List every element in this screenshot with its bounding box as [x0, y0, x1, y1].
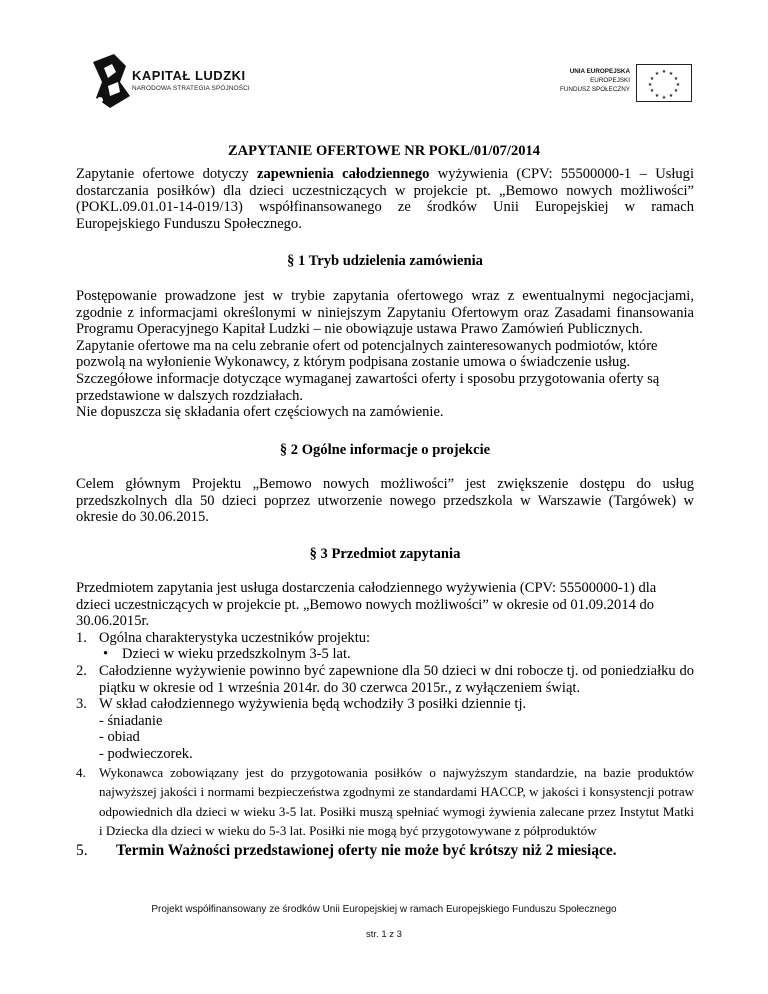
section2-heading: § 2 Ogólne informacje o projekcie	[279, 442, 491, 458]
item-number: 4.	[76, 764, 86, 780]
eu-flag-icon	[636, 64, 692, 102]
eu-line3: FUNDUSZ SPOŁECZNY	[560, 86, 630, 93]
svg-text:★: ★	[647, 82, 653, 88]
page-number: str. 1 z 3	[366, 929, 402, 940]
item-text: W skład całodziennego wyżywienia będą wchodziły 3 posiłki dziennie tj.	[99, 696, 527, 713]
item-number: 2.	[76, 662, 87, 679]
eu-logo	[548, 64, 692, 102]
meal-item: - podwieczorek.	[99, 745, 193, 762]
s1-paragraph: Postępowanie prowadzone jest w trybie zapytania ofertowego wraz z ewentualnymi negocjacjami, zgodnie z informacjami określonymi w niniejszym Zapytaniu Ofertowym oraz Zasadami finansowania Programu Operacyjnego Kapitał Ludzki – nie obowiązuje ustawa Prawo Zamówień Publicznych.	[76, 288, 694, 338]
item-text: Całodzienne wyżywienie powinno być zapewnione dla 50 dzieci w dni robocze tj. od poniedziałku do piątku w okresie od 1 września 2014r. do 30 czerwca 2015r., z wyłączeniem świąt.	[99, 662, 694, 696]
footer-text: Projekt współfinansowany ze środków Unii Europejskiej w ramach Europejskiego Funduszu Społecznego	[151, 904, 617, 915]
section2-paragraph: Celem głównym Projektu „Bemowo nowych możliwości” jest zwiększenie dostępu do usług przedszkolnych dla 50 dzieci poprzez utworzenie nowego przedszkola w Warszawie (Targówek) w okresie do 30.06.2015.	[76, 476, 694, 526]
list-item	[76, 663, 694, 696]
logo-title: KAPITAŁ LUDZKI	[132, 68, 246, 83]
svg-text:★: ★	[668, 71, 674, 77]
item-text: Termin Ważności przedstawionej oferty nie może być krótszy niż 2 miesiące.	[116, 841, 617, 859]
intro-text: Zapytanie ofertowe dotyczy	[76, 166, 257, 182]
meal-item: - śniadanie	[99, 712, 163, 729]
eu-line1: UNIA EUROPEJSKA	[569, 68, 630, 75]
kapital-ludzki-emblem-icon	[90, 52, 136, 110]
svg-text:★: ★	[649, 88, 655, 94]
list-bullet	[76, 646, 694, 663]
document-title: ZAPYTANIE OFERTOWE NR POKL/01/07/2014	[228, 143, 540, 159]
s1-paragraph: Szczegółowe informacje dotyczące wymaganej zawartości oferty i sposobu przygotowania oferty są przedstawione w dalszych rozdziałach.	[76, 370, 660, 404]
svg-text:★: ★	[673, 88, 679, 94]
svg-text:★: ★	[668, 93, 674, 99]
item-text: Wykonawca zobowiązany jest do przygotowania posiłków o najwyższym standardzie, na bazie produktów najwyższej jakości i normami bezpieczeństwa zgodnymi ze standardami HACCP, w jakości i konsystencji potraw odpowiednich dla dzieci w wieku 3-5 lat. Posiłki muszą spełniać wymogi żywienia zalecane przez Instytut Matki i Dziecka dla dzieci w wieku do 5-3 lat. Posiłki nie mogą być przygotowywane z półproduktów	[99, 764, 694, 839]
list-item	[76, 843, 694, 860]
s3-intro: Przedmiotem zapytania jest usługa dostarczenia całodziennego wyżywienia (CPV: 55500000-1) dla dzieci uczestniczących w projekcie pt. „Bemowo nowych możliwości” w okresie od 01.09.2014 do 30.06.2015r.	[76, 580, 657, 630]
list-item	[76, 630, 694, 647]
bullet-text: Dzieci w wieku przedszkolnym 3-5 lat.	[122, 646, 351, 663]
kapital-ludzki-logo	[90, 52, 280, 110]
svg-text:★: ★	[649, 76, 655, 82]
meal-item: - obiad	[99, 729, 140, 746]
logo-subtitle: NARODOWA STRATEGIA SPÓJNOŚCI	[132, 85, 250, 92]
list-item	[76, 696, 694, 713]
bullet-icon: •	[103, 646, 109, 663]
item-number: 5.	[76, 841, 88, 859]
item-number: 3.	[76, 696, 87, 713]
s1-paragraph: Nie dopuszcza się składania ofert częściowych na zamówienie.	[76, 404, 444, 421]
svg-text:★: ★	[654, 71, 660, 77]
svg-text:★: ★	[661, 95, 667, 101]
section1-heading: § 1 Tryb udzielenia zamówienia	[287, 253, 483, 269]
svg-text:★: ★	[675, 82, 681, 88]
intro-bold: zapewnienia całodziennego	[257, 166, 430, 182]
section3-content	[76, 580, 694, 860]
list-item	[76, 763, 694, 841]
s1-paragraph: Zapytanie ofertowe ma na celu zebranie ofert od potencjalnych zainteresowanych podmiotów, które pozwolą na wyłonienie Wykonawcy, z którym podpisana zostanie umowa o świadczenie usług.	[76, 337, 658, 371]
section3-heading: § 3 Przedmiot zapytania	[309, 546, 461, 562]
svg-text:★: ★	[673, 76, 679, 82]
item-number: 1.	[76, 629, 87, 646]
intro-paragraph	[76, 166, 694, 232]
item-text: Ogólna charakterystyka uczestników projektu:	[99, 629, 371, 646]
eu-line2: EUROPEJSKI	[590, 77, 630, 84]
eu-logo-text	[560, 67, 630, 94]
section1-content	[76, 288, 694, 421]
intro-rest: wyżywienia (CPV: 55500000-1 – Usługi dostarczania posiłków) dla dzieci uczestniczących w projekcie pt. „Bemowo nowych możliwości” (POKL.09.01.01-14-019/13) współfinansowanego ze środków Unii Europejskiej w ramach Europejskiego Funduszu Społecznego.	[76, 166, 694, 232]
svg-text:★: ★	[661, 69, 667, 75]
svg-text:★: ★	[654, 93, 660, 99]
